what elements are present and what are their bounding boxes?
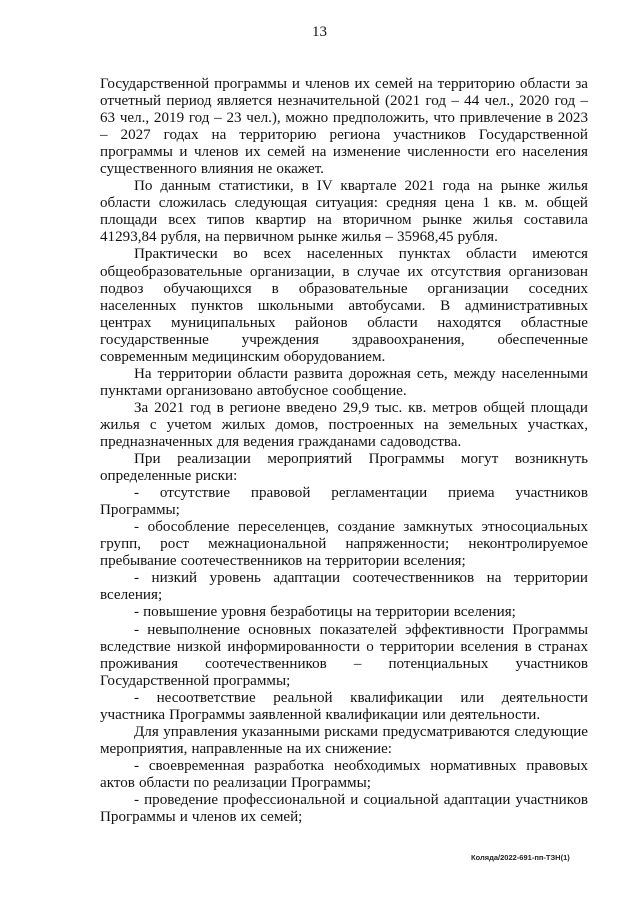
risk-item: - отсутствие правовой регламентации приема участников Программы; [100, 485, 588, 519]
paragraph-risks-intro: При реализации мероприятий Программы могут возникнуть определенные риски: [100, 451, 588, 485]
measure-item: - проведение профессиональной и социальной адаптации участников Программы и членов их семей; [100, 791, 588, 826]
measure-item: - своевременная разработка необходимых нормативных правовых актов области по реализации Программы; [100, 757, 588, 791]
page-number: 13 [312, 24, 327, 40]
paragraph-housing-prices: По данным статистики, в IV квартале 2021 года на рынке жилья области сложилась следующая ситуация: средняя цена 1 кв. м. общей площади всех типов квартир на вторичном рынке жилья составила 41293,84 рубля, на первичном рынке жилья – 35968,45 рубля. [100, 178, 588, 246]
paragraph-housing-construction: За 2021 год в регионе введено 29,9 тыс. кв. метров общей площади жилья с учетом жилых домов, построенных на земельных участках, предназначенных для ведения гражданами садоводства. [100, 399, 588, 450]
risk-item: - повышение уровня безработицы на территории вселения; [134, 604, 516, 621]
risk-item: - обособление переселенцев, создание замкнутых этносоциальных групп, рост межнациональной напряженности; неконтролируемое пребывание соотечественников на территории вселения; [100, 519, 588, 570]
risk-item: - несоответствие реальной квалификации или деятельности участника Программы заявленной квалификации или деятельности. [100, 689, 588, 723]
document-code-footer: Коляда/2022-691-пп-ТЗН(1) [471, 853, 570, 862]
paragraph-continuation: Государственной программы и членов их семей на территорию области за отчетный период является незначительной (2021 год – 44 чел., 2020 год – 63 чел., 2019 год – 23 чел.), можно предположить, что привлечение в 2023 – 2027 годах на территорию региона участников Государственной программы и членов их семей на изменение численности его населения существенного влияния не окажет. [100, 76, 588, 178]
risk-item: - низкий уровень адаптации соотечественников на территории вселения; [100, 570, 588, 604]
risk-item: - невыполнение основных показателей эффективности Программы вследствие низкой информированности о территории вселения в странах проживания соотечественников – потенциальных участников Государственной программы; [100, 621, 588, 689]
paragraph-education-health: Практически во всех населенных пунктах области имеются общеобразовательные организации, в случае их отсутствия организован подвоз обучающихся в образовательные организации соседних населенных пунктов школьными автобусами. В административных центрах муниципальных районов области находятся областные государственные учреждения здравоохранения, обеспеченные современным медицинским оборудованием. [100, 246, 588, 365]
paragraph-roads: На территории области развита дорожная сеть, между населенными пунктами организовано автобусное сообщение. [100, 365, 588, 399]
paragraph-measures-intro: Для управления указанными рисками предусматриваются следующие мероприятия, направленные на их снижение: [100, 723, 588, 757]
document-body [100, 76, 588, 826]
